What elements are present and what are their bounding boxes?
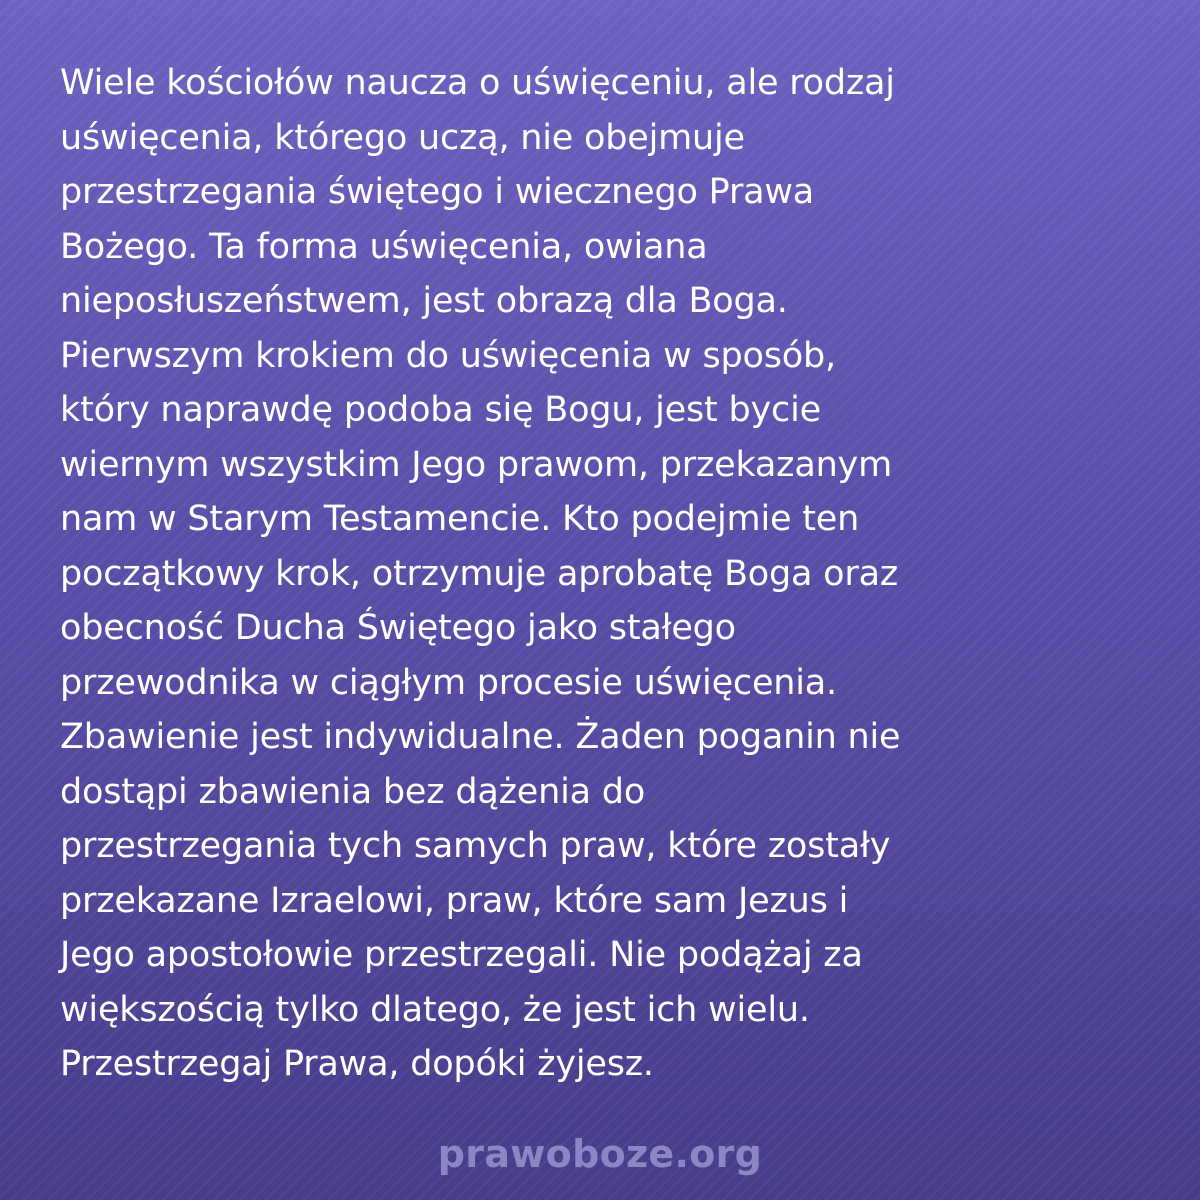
quote-line-12: przewodnika w ciągłym procesie uświęcenia. <box>60 662 837 703</box>
quote-line-15: przestrzegania tych samych praw, które zostały <box>60 826 891 866</box>
quote-line-6: Pierwszym krokiem do uświęcenia w sposób, <box>60 335 836 376</box>
quote-line-3: przestrzegania świętego i wiecznego Prawa <box>60 172 815 212</box>
quote-line-4: Bożego. Ta forma uświęcenia, owiana <box>60 226 708 267</box>
quote-line-17: Jego apostołowie przestrzegali. Nie podążaj za <box>60 935 863 975</box>
quote-line-7: który naprawdę podoba się Bogu, jest bycie <box>60 390 821 430</box>
quote-line-9: nam w Starym Testamencie. Kto podejmie ten <box>60 499 860 539</box>
quote-line-14: dostąpi zbawienia bez dążenia do <box>60 771 646 812</box>
quote-text <box>60 56 1150 1092</box>
quote-line-11: obecność Ducha Świętego jako stałego <box>60 608 736 648</box>
quote-line-13: Zbawienie jest indywidualne. Żaden poganin nie <box>60 717 901 757</box>
quote-line-1: Wiele kościołów naucza o uświęceniu, ale rodzaj <box>60 63 895 103</box>
site-watermark: prawoboze.org <box>437 1132 763 1176</box>
quote-line-19: Przestrzegaj Prawa, dopóki żyjesz. <box>60 1044 654 1084</box>
quote-line-16: przekazane Izraelowi, praw, które sam Jezus i <box>60 880 849 921</box>
quote-line-10: początkowy krok, otrzymuje aprobatę Boga oraz <box>60 553 898 594</box>
quote-line-2: uświęcenia, którego uczą, nie obejmuje <box>60 117 745 158</box>
quote-line-5: nieposłuszeństwem, jest obrazą dla Boga. <box>60 281 788 321</box>
quote-line-8: wiernym wszystkim Jego prawom, przekazanym <box>60 444 892 485</box>
quote-line-18: większością tylko dlatego, że jest ich wielu. <box>60 989 810 1030</box>
